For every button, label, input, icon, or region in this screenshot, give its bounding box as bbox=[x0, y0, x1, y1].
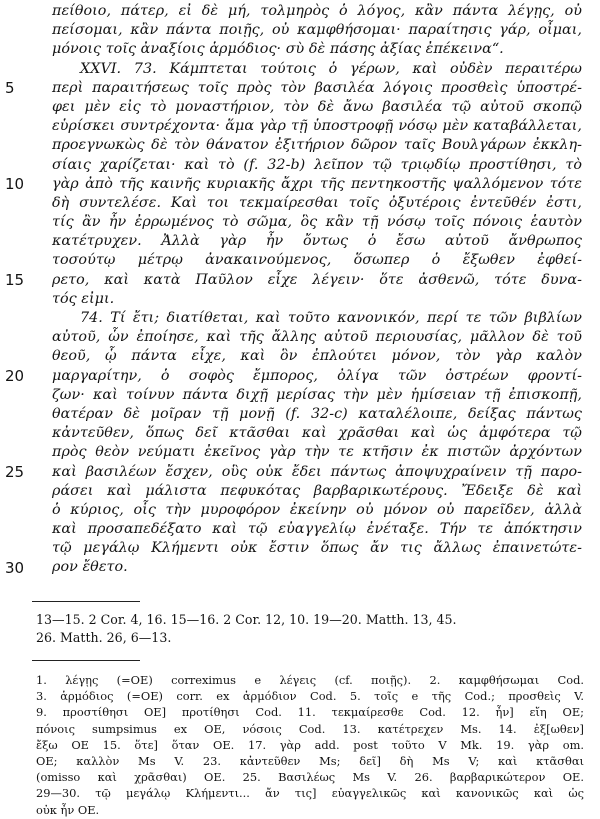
text-line: πείσομαι, κἂν πάντα ποιῇς, οὐ καμφθήσομαι· παραίτησις γάρ, οἶμαι, bbox=[52, 22, 582, 39]
text-line: μόνοις τοῖς ἀναξίοις ἁρμόδιος· σὺ δὲ πάσης ἀξίας ἐπέκεινα“. bbox=[52, 41, 504, 58]
text-line: φει μὲν εἰς τὸ μοναστήριον, τὸν δὲ ἄνω βασιλέα τῷ αὐτοῦ σκοπῷ bbox=[52, 98, 582, 115]
critical-apparatus bbox=[36, 672, 584, 818]
text-line: ζων· καὶ τοίνυν πάντα διχῇ μερίσας τὴν μὲν ἡμίσειαν τῇ ἐπισκοπῇ, bbox=[52, 386, 582, 403]
text-line: τῷ μεγάλῳ Κλήμεντι οὐκ ἔστιν ὅπως ἄν τις ἄλλως ἐπαινετώτε- bbox=[52, 540, 582, 557]
text-line: γὰρ ἀπὸ τῆς καινῆς κυριακῆς ἄχρι τῆς πεντηκοστῆς ψαλλόμενον τότε bbox=[52, 175, 582, 192]
text-line: προεγνωκὼς δὲ τὸν θάνατον ἐξιτήριον δῶρον ταῖς Βουλγάρων ἐκκλη- bbox=[52, 137, 582, 154]
text-line: θεοῦ, ᾧ πάντα εἶχε, καὶ ὃν ἐπλούτει μόνον, τὸν γὰρ καλὸν bbox=[52, 348, 582, 365]
line-number-5: 5 bbox=[5, 78, 15, 97]
text-line: αὐτοῦ, ὧν ἐποίησε, καὶ τῆς ἄλλης αὐτοῦ περιουσίας, μᾶλλον δὲ τοῦ bbox=[52, 329, 582, 346]
text-line: καὶ προσαπεδέξατο καὶ τῷ εὐαγγελίῳ ἐνέταξε. Τήν τε ἀπόκτησιν bbox=[52, 521, 582, 538]
text-line: καὶ βασιλέων ἔσχεν, οὓς οὐκ ἔδει πάντως ἀποψυχραίνειν τῇ παρο- bbox=[52, 463, 582, 480]
section-heading-line: XXVI. 73. Κάμπτεται τούτοις ὁ γέρων, καὶ οὐδὲν περαιτέρω bbox=[80, 60, 582, 77]
text-line: θατέραν δὲ μοῖραν τῇ μονῇ (f. 32-c) καταλέλοιπε, δείξας πάντως bbox=[52, 405, 582, 422]
text-line: κατέτρυχεν. Ἀλλὰ γὰρ ἦν ὄντως ὁ ἔσω αὐτοῦ ἄνθρωπος bbox=[52, 233, 582, 250]
text-line: σίαις χαρίζεται· καὶ τὸ (f. 32-b) λεῖπον τῷ τριῳδίῳ προστίθησι, τὸ bbox=[52, 156, 582, 173]
text-line: μαργαρίτην, ὁ σοφὸς ἔμπορος, ὀλίγα τῶν ὀστρέων φροντί- bbox=[52, 367, 582, 384]
apparatus-line: 1. λέγῃς (=OE) correximus e λέγεις (cf. ποιῇς). 2. καμφθήσωμαι Cod. bbox=[36, 673, 584, 687]
reference-line: 26. Matth. 26, 6—13. bbox=[36, 629, 172, 645]
text-line: ὁ κύριος, οἷς τὴν μυροφόρον ἐκείνην οὐ μόνον οὐ παρεῖδεν, ἀλλὰ bbox=[52, 501, 582, 518]
text-line: πείθοιο, πάτερ, εἰ δὲ μή, τολμηρὸς ὁ λόγος, κἂν πάντα λέγῃς, οὐ bbox=[52, 3, 582, 19]
text-line: τός εἰμι. bbox=[52, 290, 115, 307]
apparatus-line: πόνοις sumpsimus ex OE, νόσοις Cod. 13. κατέτρεχεν Ms. 14. ἐξ[ωθεν] bbox=[36, 721, 584, 736]
apparatus-line: (omisso καὶ χρᾶσθαι) OE. 25. Βασιλέως Ms V. 26. βαρβαρικώτερον OE. bbox=[36, 770, 584, 785]
text-line: τοσούτῳ μέτρῳ ἀνακαινούμενος, ὅσωπερ ὁ ἔξωθεν ἐφθεί- bbox=[52, 252, 582, 269]
text-line: περὶ παραιτήσεως τοῖς πρὸς τὸν βασιλέα λόγοις προσθεὶς ὑποστρέ- bbox=[52, 79, 582, 96]
footnote-divider-1 bbox=[32, 601, 140, 602]
line-number-20: 20 bbox=[5, 366, 25, 385]
apparatus-line: 9. προστίθησι OE] προτίθησι Cod. 11. τεκμαίρεσθε Cod. 12. ἦν] εἴη OE; bbox=[36, 705, 584, 720]
text-line: ρετο, καὶ κατὰ Παῦλον εἶχε λέγειν· ὅτε ἀσθενῶ, τότε δυνα- bbox=[52, 271, 582, 288]
text-line: τίς ἂν ἦν ἐρρωμένος τὸ σῶμα, ὃς κἂν τῇ νόσῳ τοῖς πόνοις ἑαυτὸν bbox=[52, 214, 582, 231]
apparatus-line: οὐκ ἦν OE. bbox=[36, 802, 100, 817]
apparatus-line: 29—30. τῷ μεγάλῳ Κλήμεντι... ἄν τις] εὐαγγελικῶς καὶ κανονικῶς καὶ ὡς bbox=[36, 786, 584, 801]
line-number-10: 10 bbox=[5, 174, 25, 193]
scripture-references bbox=[36, 611, 584, 646]
footnote-divider-2 bbox=[32, 660, 140, 661]
text-line: ρον ἔθετο. bbox=[52, 559, 128, 576]
apparatus-line: 3. ἁρμόδιος (=OE) corr. ex ἁρμόδιον Cod. 5. τοῖς e τῆς Cod.; προσθεὶς V. bbox=[36, 689, 584, 704]
text-line: κἀντεῦθεν, ὅπως δεῖ κτᾶσθαι καὶ χρᾶσθαι καὶ ὡς ἀμφότερα τῷ bbox=[52, 425, 582, 442]
line-number-15: 15 bbox=[5, 270, 25, 289]
apparatus-line: ἔξω OE 15. ὅτε] ὅταν OE. 17. γὰρ add. post τοῦτο V Mk. 19. γὰρ om. bbox=[36, 737, 584, 752]
section-heading-line: 74. Τί ἔτι; διατίθεται, καὶ τοῦτο κανονικόν, περί τε τῶν βιβλίων bbox=[80, 310, 582, 326]
line-number-30: 30 bbox=[5, 558, 25, 577]
text-line: πρὸς θεὸν νεύματι ἐκεῖνος γὰρ τὴν τε κτῆσιν ἐκ πιστῶν ἀρχόντων bbox=[52, 444, 582, 461]
reference-line: 13—15. 2 Cor. 4, 16. 15—16. 2 Cor. 12, 10. 19—20. Matth. 13, 45. bbox=[36, 612, 457, 627]
apparatus-line: OE; καλλὸν Ms V. 23. κἀντεῦθεν Ms; δεῖ] δὴ Ms V; καὶ κτᾶσθαι bbox=[36, 753, 584, 768]
text-line: ράσει καὶ μάλιστα πεφυκότας βαρβαρικωτέρους. Ἔδειξε δὲ καὶ bbox=[52, 482, 582, 499]
text-line: εὑρίσκει συντρέχοντα· ἅμα γὰρ τῇ ὑποστροφῇ νόσῳ μὲν καταβάλλεται, bbox=[52, 118, 582, 135]
line-number-25: 25 bbox=[5, 462, 25, 481]
main-text bbox=[52, 2, 582, 578]
text-line: δὴ συντελέσε. Καὶ τοι τεκμαίρεσθαι τοῖς ὀξυτέροις ἐντεῦθέν ἐστι, bbox=[52, 194, 582, 211]
